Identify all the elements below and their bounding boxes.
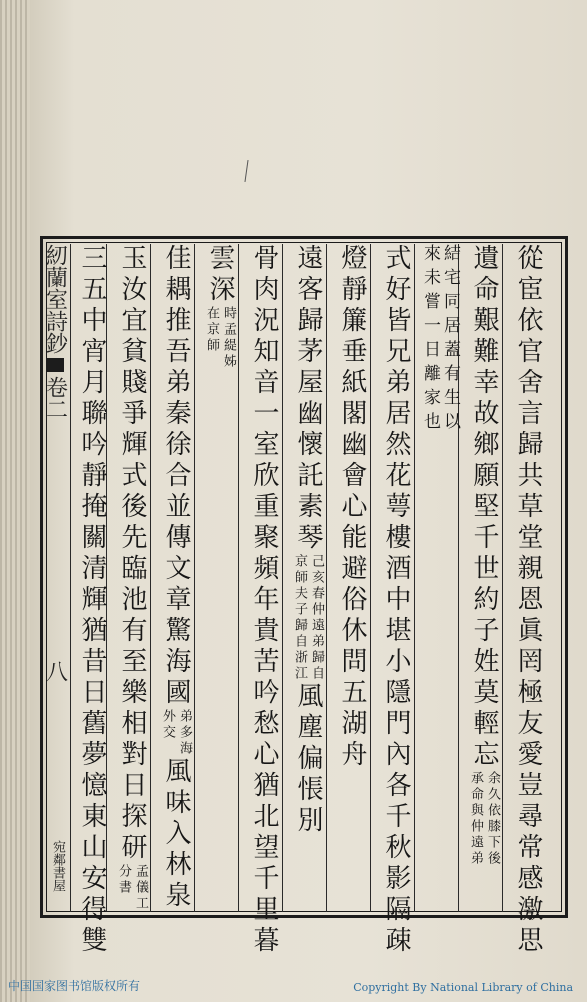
column-text: 玉汝宜貧賤爭輝式後先臨池有至樂相對日探研 — [117, 244, 147, 864]
text-column-2 — [468, 244, 500, 867]
annotation-pair — [116, 864, 148, 912]
text-column-7 — [248, 244, 280, 957]
annotation-pair — [160, 709, 192, 757]
volume-label: 卷二 — [42, 376, 68, 420]
column-text: 雲深 — [205, 244, 235, 306]
column-text: 佳耦推吾弟秦徐合並傳文章驚海國 — [161, 244, 191, 709]
annotation-line: 孟儀工 — [133, 864, 148, 912]
annotation-line: 弟多海 — [177, 709, 192, 757]
page-number: 八 — [42, 660, 68, 682]
text-column-1 — [512, 244, 544, 957]
column-rule — [282, 244, 283, 912]
column-rule — [194, 244, 195, 912]
page-stack-edge — [0, 0, 30, 1002]
annotation-pair — [421, 244, 459, 436]
column-text: 從宦依官舍言歸共草堂親恩眞罔極友愛豈尋常感激思 — [513, 244, 543, 957]
annotation-pair — [204, 306, 236, 370]
column-rule — [238, 244, 239, 912]
annotation-line: 在京師 — [204, 306, 219, 354]
column-rule — [326, 244, 327, 912]
annotation-line: 分書 — [116, 864, 131, 896]
fish-tail-mark — [46, 358, 64, 372]
book-title: 紉蘭室詩鈔 — [42, 244, 68, 354]
text-column-10 — [116, 244, 148, 912]
text-column-11 — [76, 244, 108, 957]
block-center — [44, 244, 66, 682]
column-text: 遠客歸茅屋幽懷託素琴 — [293, 244, 323, 554]
column-text: 遺命艱難幸故鄉願堅千世約子姓莫輕忘 — [469, 244, 499, 771]
text-column-6 — [292, 244, 324, 837]
column-text: 式好皆兄弟居然花萼樓酒中堪小隱門內各千秋影隔疎 — [381, 244, 411, 957]
publisher-name: 宛鄰書屋 — [50, 840, 65, 892]
column-rule — [150, 244, 151, 912]
annotation-line: 己亥春仲遠弟歸自 — [309, 554, 324, 682]
text-column-4 — [380, 244, 412, 957]
annotation-line: 余久依膝下後 — [485, 771, 500, 867]
annotation-line: 外交 — [160, 709, 175, 741]
text-column-8 — [204, 244, 236, 370]
column-text: 骨肉況知音一室欣重聚頻年貴苦吟愁心猶北望千里暮 — [249, 244, 279, 957]
copyright-right: Copyright By National Library of China — [353, 981, 573, 994]
text-column-3 — [420, 244, 460, 436]
annotation-line: 結宅同居蓋有生以 — [440, 244, 460, 436]
column-text-tail: 風塵偏悵別 — [293, 682, 323, 837]
column-rule — [370, 244, 371, 912]
copyright-left: 中国国家图书馆版权所有 — [8, 979, 141, 993]
annotation-line: 京師夫子歸自浙江 — [292, 554, 307, 682]
publisher-mark — [48, 840, 67, 892]
column-rule — [502, 244, 503, 912]
annotation-pair — [468, 771, 500, 867]
annotation-line: 時孟緹姊 — [221, 306, 236, 370]
column-text: 三五中宵月聯吟靜掩關清輝猶昔日舊夢憶東山安得雙 — [77, 244, 107, 957]
annotation-line: 來未嘗一日離家也 — [420, 244, 440, 436]
annotation-line: 承命與仲遠弟 — [468, 771, 483, 867]
column-text-tail: 風味入林泉 — [161, 757, 191, 912]
annotation-pair — [292, 554, 324, 682]
text-column-5 — [336, 244, 368, 771]
column-rule — [414, 244, 415, 912]
column-text: 燈靜簾垂紙閣幽會心能避俗休問五湖舟 — [337, 244, 367, 771]
text-column-9 — [160, 244, 192, 912]
